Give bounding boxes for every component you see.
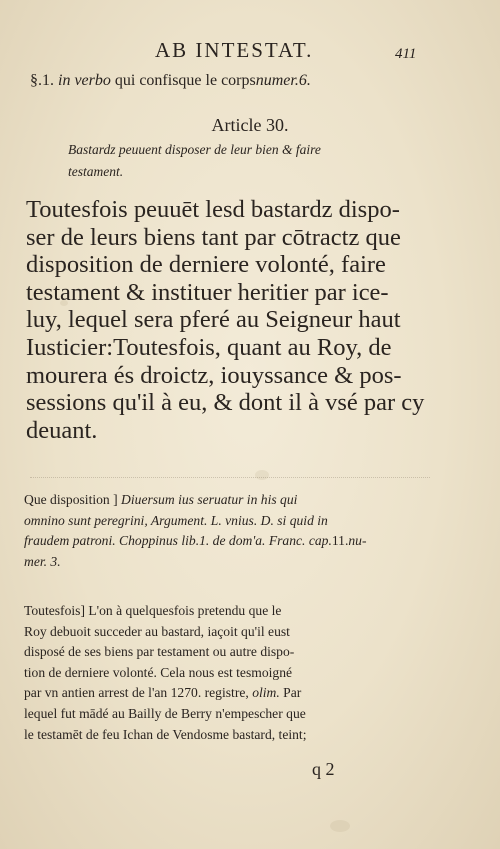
section-divider (30, 477, 430, 478)
annotation-olim: olim. (252, 685, 280, 701)
body-line: mourera és droictz, iouyssance & pos- (26, 361, 402, 389)
body-line: Toutesfois peuuēt lesd bastardz dispo- (26, 196, 400, 223)
annotation-line (24, 490, 434, 511)
rubric-line: testament. (68, 164, 124, 179)
annotation-line: disposé de ses biens par testament ou autre dispo- (24, 644, 295, 660)
body-line: ser de leurs biens tant par cōtractz que (26, 223, 401, 251)
body-line: disposition de derniere volonté, faire (26, 251, 386, 279)
rubric-line: Bastardz peuuent disposer de leur bien & faire (68, 142, 321, 157)
paper-stain (255, 470, 269, 480)
article-body (26, 196, 426, 444)
annotation-text: par vn antien arrest de l'an 1270. registre, (24, 685, 249, 701)
signature-mark: q 2 (312, 759, 335, 779)
annotation-line (24, 683, 434, 704)
folio-number: 411 (395, 46, 417, 62)
reference-numer: numer.6. (255, 72, 311, 89)
reference-line (30, 72, 311, 90)
annotation-line: omnino sunt peregrini, Argument. L. vnius. D. si quid in (24, 512, 328, 528)
body-line: testament & instituer heritier par ice- (26, 278, 389, 306)
page-header (0, 38, 500, 66)
annotation-gloss: nu- (348, 533, 367, 549)
running-title: AB INTESTAT. (155, 38, 314, 62)
annotation-gloss: Diuersum ius seruatur in his qui (117, 492, 298, 507)
reference-text: qui confisque le corps (114, 72, 256, 89)
annotation-line (24, 531, 434, 552)
body-line: luy, lequel sera pferé au Seigneur haut (26, 306, 401, 334)
annotation-disposition (24, 490, 434, 572)
article-rubric (68, 139, 398, 183)
annotation-gloss: fraudem patroni. Choppinus lib.1. de dom'a. Franc. cap. (24, 533, 332, 549)
paper-stain (330, 820, 350, 832)
section-mark: §.1. (30, 72, 54, 89)
annotation-number: 11. (331, 533, 349, 549)
annotation-line: Toutesfois] L'on à quelquesfois pretendu que le (24, 603, 282, 618)
annotation-toutesfois (24, 601, 434, 745)
article-title: Article 30. (211, 115, 289, 135)
verbo-reference: in verbo (58, 72, 111, 89)
body-line: sessions qu'il à eu, & dont il à vsé par cy (26, 389, 425, 417)
annotation-line: lequel fut mādé au Bailly de Berry n'empescher que (24, 705, 306, 721)
annotation-line: le testamēt de feu Ichan de Vendosme bastard, teint; (24, 726, 307, 742)
annotation-lemma: Que disposition ] (24, 492, 118, 507)
annotation-text: Par (283, 685, 302, 701)
body-line: deuant. (26, 416, 98, 444)
annotation-line: Roy debuoit succeder au bastard, iaçoit qu'il eust (24, 623, 290, 639)
body-line: Iusticier:Toutesfois, quant au Roy, de (26, 333, 392, 361)
annotation-line: mer. 3. (24, 553, 61, 569)
annotation-line: tion de derniere volonté. Cela nous est tesmoigné (24, 664, 293, 680)
